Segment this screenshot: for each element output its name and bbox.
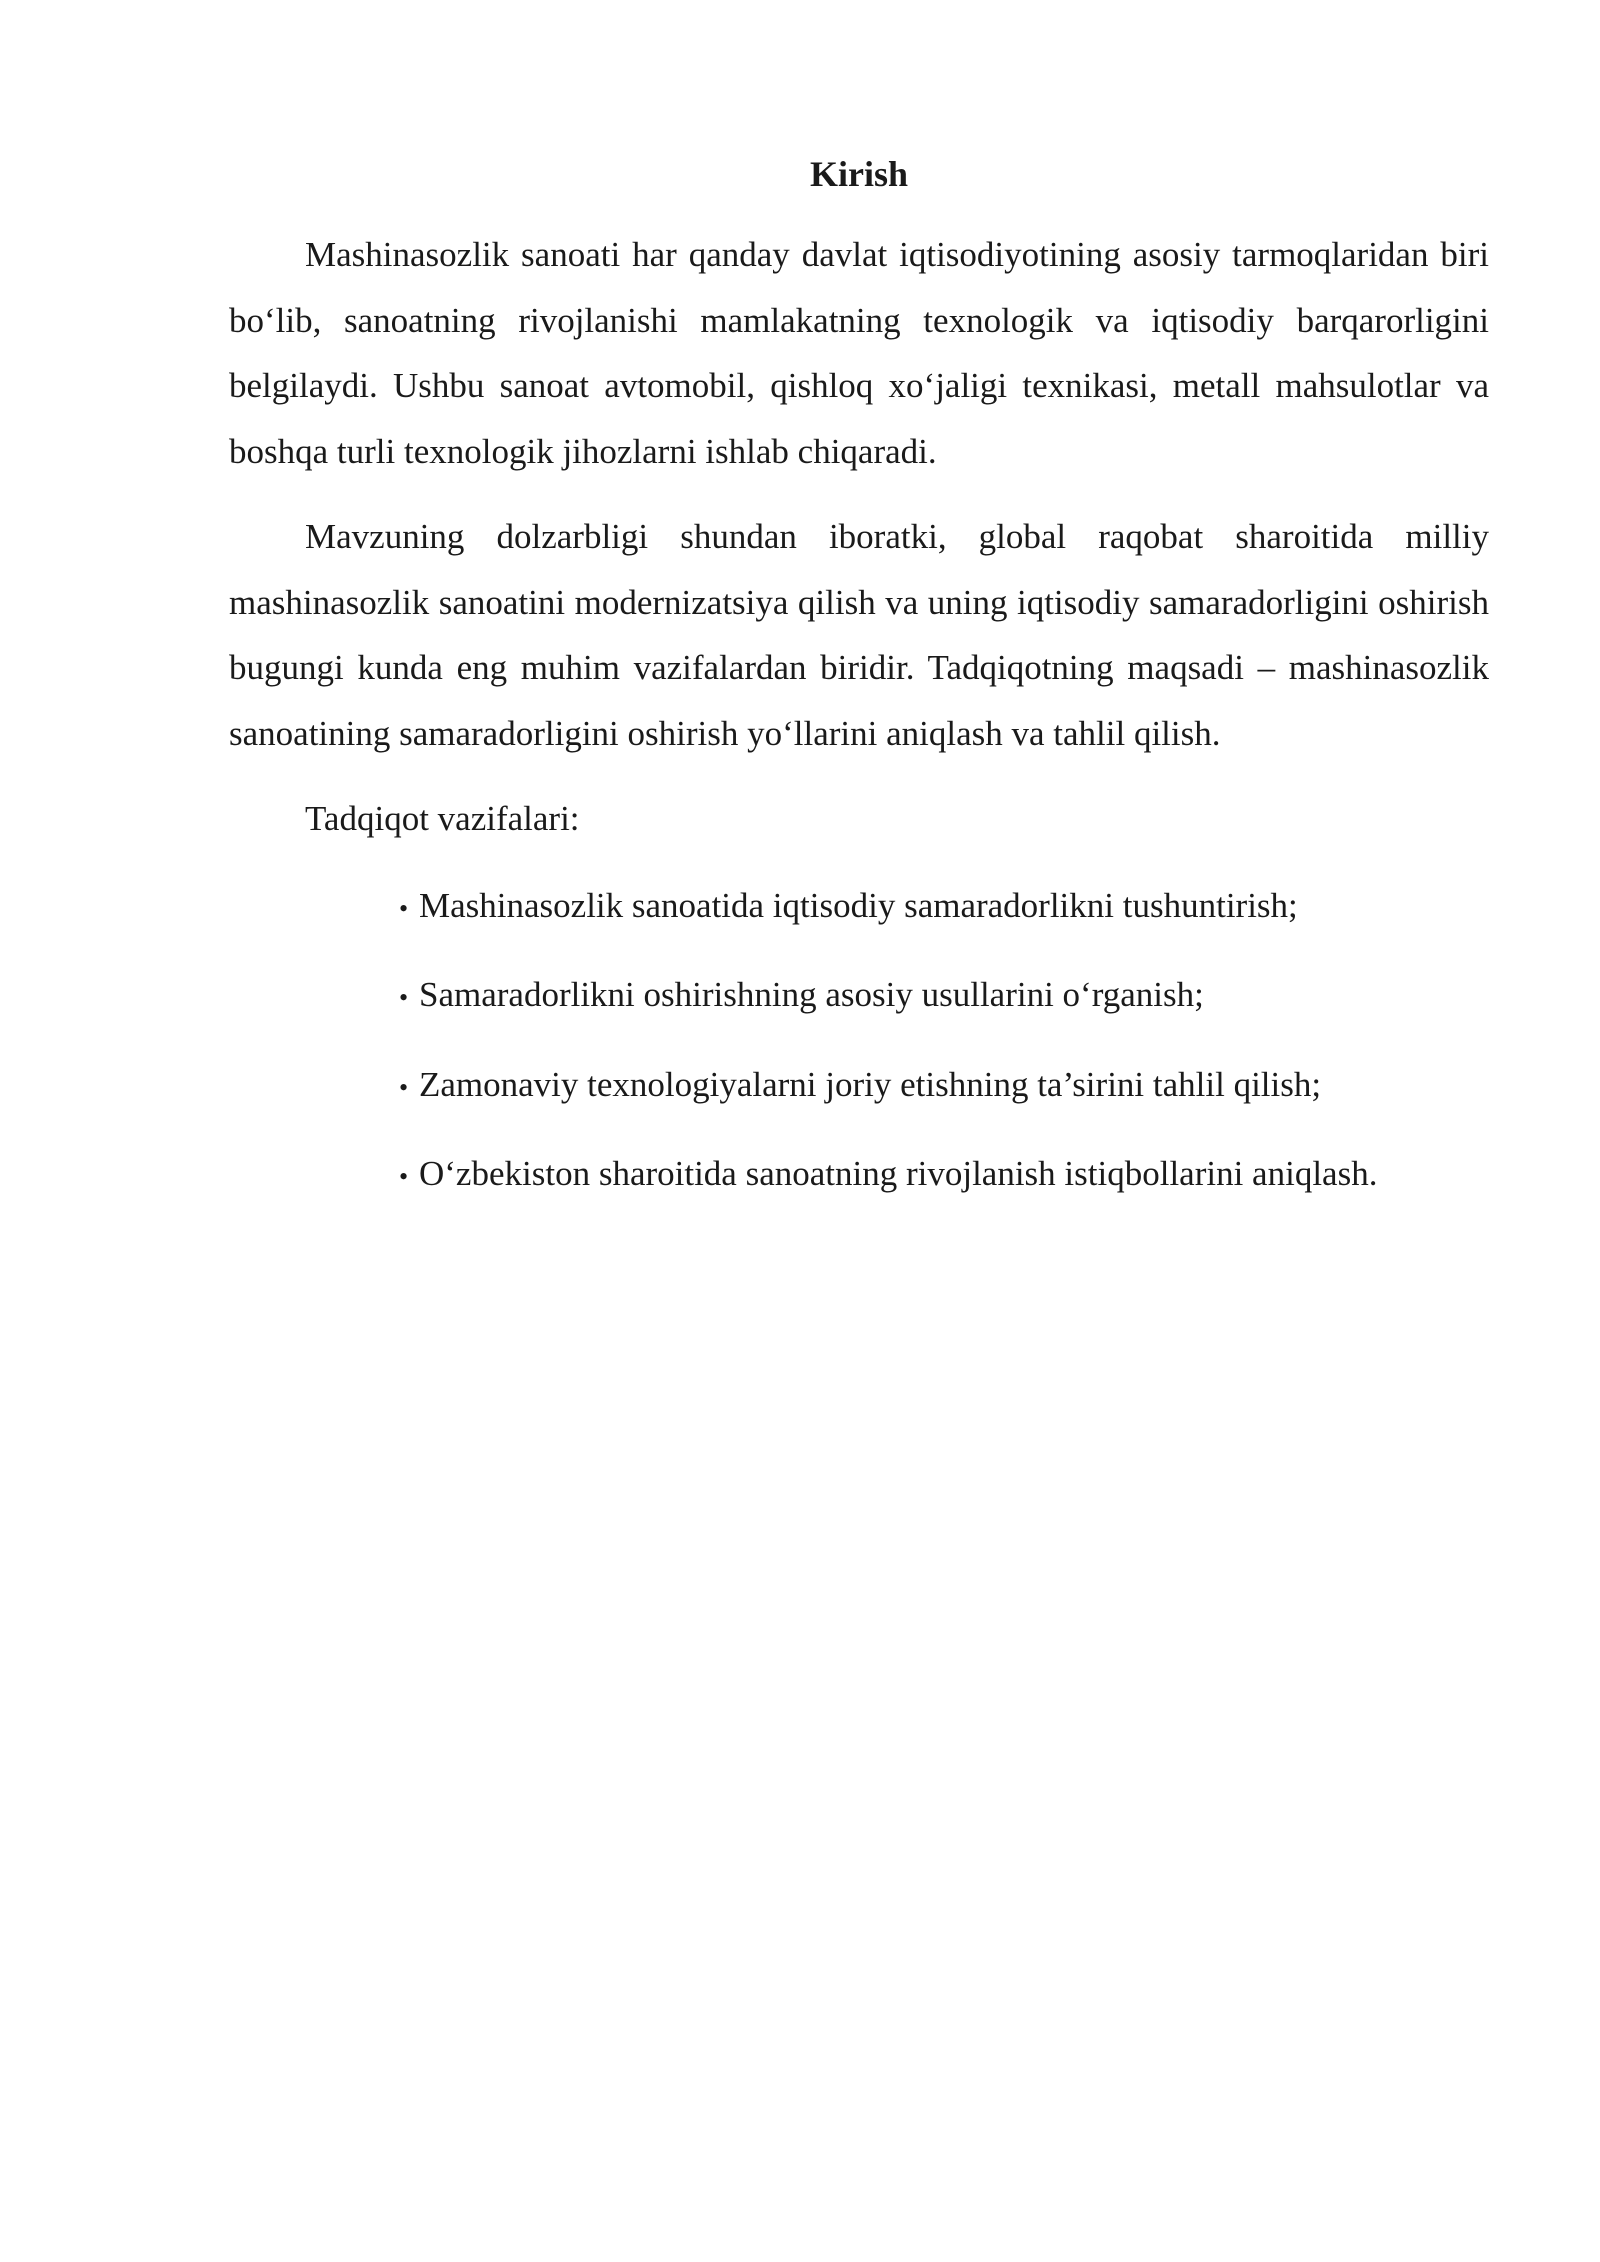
section-title: Kirish: [809, 154, 908, 194]
list-item: [399, 1052, 1489, 1121]
task-text: Samaradorlikni oshirishning asosiy usullarini o‘rganish;: [419, 975, 1204, 1014]
paragraph-relevance: Mavzuning dolzarbligi shundan iboratki, global raqobat sharoitida milliy mashinasozlik sanoatini modernizatsiya qilish va uning iqtisodiy samaradorligini oshirish bugungi kunda eng muhim vazifalardan biridir. Tadqiqotning maqsadi – mashinasozlik sanoatining samaradorligini oshirish yo‘llarini aniqlash va tahlil qilish.: [229, 517, 1489, 753]
bullet-icon: •: [399, 1162, 409, 1191]
task-text: Zamonaviy texnologiyalarni joriy etishning ta’sirini tahlil qilish;: [419, 1064, 1322, 1104]
list-item: [399, 873, 1489, 942]
list-item: [399, 962, 1489, 1031]
list-item: [399, 1141, 1489, 1210]
bullet-icon: •: [399, 1072, 409, 1102]
task-list: [229, 873, 1489, 1210]
tasks-heading: Tadqiqot vazifalari:: [305, 799, 580, 838]
bullet-icon: •: [399, 983, 409, 1012]
paragraph-intro: Mashinasozlik sanoati har qanday davlat iqtisodiyotining asosiy tarmoqlaridan biri bo‘lib, sanoatning rivojlanishi mamlakatning texnologik va iqtisodiy barqarorligini belgilaydi. Ushbu sanoat avtomobil, qishloq xo‘jaligi texnikasi, metall mahsulotlar va boshqa turli texnologik jihozlarni ishlab chiqaradi.: [229, 235, 1489, 471]
document-page: [229, 148, 1489, 1231]
task-text: O‘zbekiston sharoitida sanoatning rivojlanish istiqbollarini aniqlash.: [419, 1154, 1378, 1193]
task-text: Mashinasozlik sanoatida iqtisodiy samaradorlikni tushuntirish;: [419, 885, 1298, 925]
bullet-icon: •: [399, 893, 409, 923]
